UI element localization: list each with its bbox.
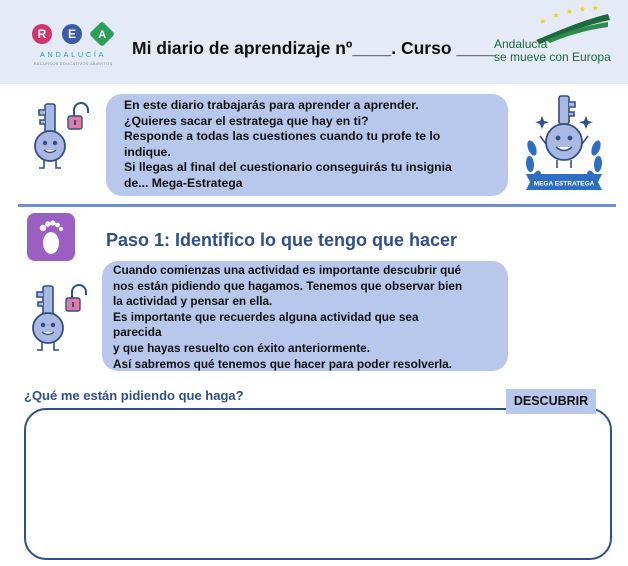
step-icon-tile bbox=[27, 213, 75, 261]
mega-estratega-badge bbox=[522, 90, 606, 200]
step-title: Paso 1: Identifico lo que tengo que hacer bbox=[106, 230, 458, 250]
intro-line: Si llegas al final del cuestionario conseguirás tu insignia bbox=[124, 160, 452, 175]
step1-line: y que hayas resuelto con éxito anteriormente. bbox=[113, 340, 370, 355]
step1-line: parecida bbox=[113, 325, 162, 340]
intro-line: ¿Quieres sacar el estratega que hay en ti? bbox=[124, 113, 369, 128]
intro-line: de... Mega-Estratega bbox=[124, 175, 243, 190]
intro-line: En este diario trabajarás para aprender a aprender. bbox=[124, 98, 419, 112]
logo-letter-e: E bbox=[62, 24, 82, 44]
key-mascot-icon bbox=[32, 98, 98, 174]
intro-line: indique. bbox=[124, 144, 171, 159]
rea-andalucia-logo bbox=[28, 24, 118, 70]
step1-line: nos están pidiendo que hagamos. Tenemos que observar bien bbox=[113, 278, 463, 293]
question-label: ¿Qué me están pidiendo que haga? bbox=[24, 388, 244, 403]
step1-line: Es importante que recuerdes alguna actividad que sea bbox=[113, 309, 419, 324]
key-mascot-icon bbox=[30, 280, 96, 356]
intro-line: Responde a todas las cuestiones cuando tu profe te lo bbox=[124, 129, 441, 144]
logo-letter-a: A bbox=[89, 21, 115, 47]
logo-subtitle: ANDALUCÍA bbox=[39, 50, 107, 59]
logo-letter-r: R bbox=[32, 24, 52, 44]
step1-line: la actividad y pensar en ella. bbox=[113, 294, 273, 309]
step1-speech-bubble bbox=[102, 261, 508, 371]
logo-tagline: RECURSOS EDUCATIVOS ABIERTOS bbox=[33, 61, 113, 66]
descubrir-tag: DESCUBRIR bbox=[506, 389, 596, 414]
section-divider bbox=[18, 204, 616, 207]
badge-label: MEGA ESTRATEGA bbox=[533, 180, 595, 188]
andalucia-tagline: Andalucía se mueve con Europa bbox=[494, 37, 611, 64]
step1-line: Cuando comienzas una actividad es importante descubrir qué bbox=[113, 263, 462, 277]
junta-andalucia-logo bbox=[494, 10, 614, 70]
step1-line: Así sabremos qué tenemos que hacer para poder resolverla. bbox=[113, 356, 452, 371]
footprint-icon bbox=[36, 218, 66, 256]
page-header bbox=[0, 0, 628, 84]
intro-speech-bubble bbox=[106, 94, 508, 196]
page-title: Mi diario de aprendizaje nº____. Curso ____ bbox=[132, 38, 496, 58]
answer-box[interactable] bbox=[24, 408, 612, 560]
